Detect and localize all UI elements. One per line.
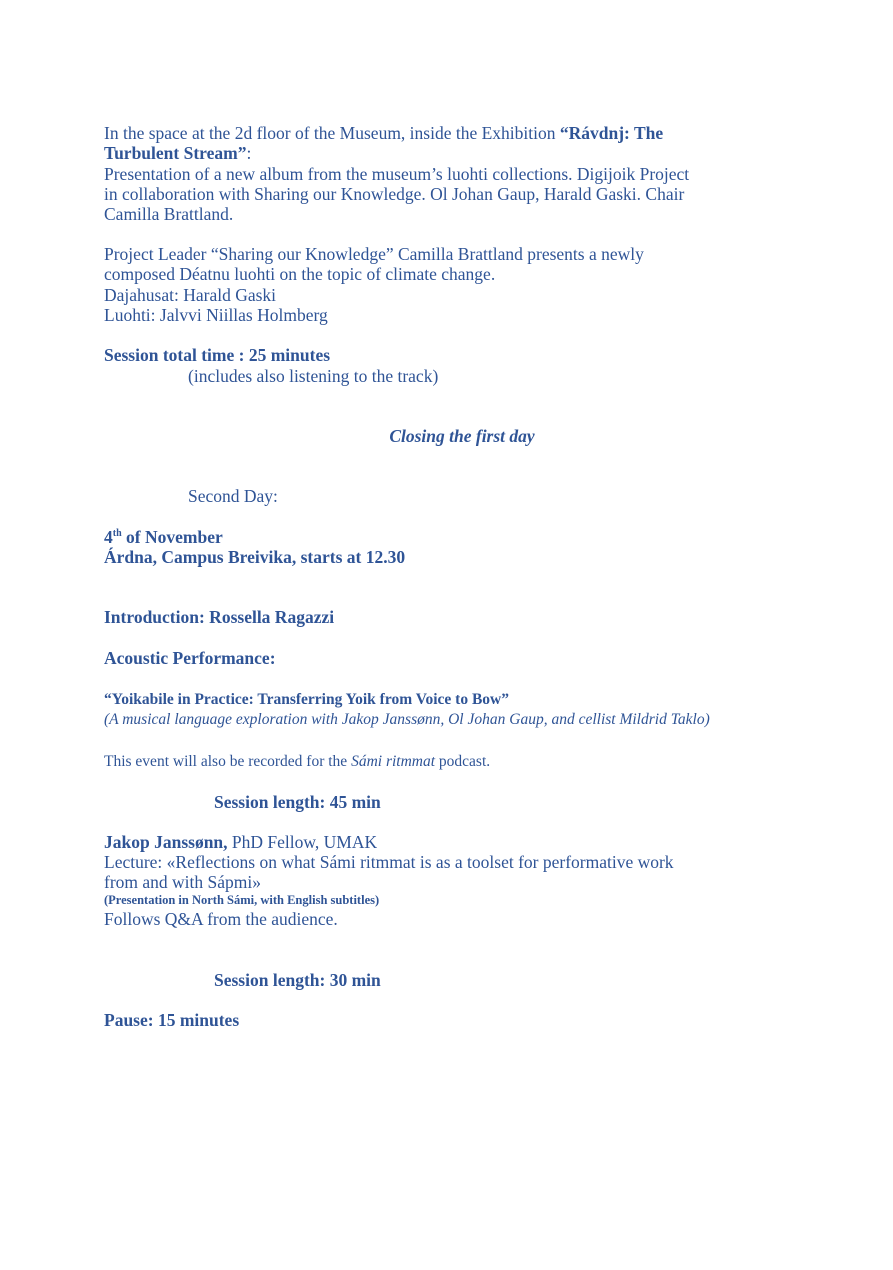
project-leader-line-1: Project Leader “Sharing our Knowledge” Camilla Brattland presents a newly [104,244,644,264]
pause-line: Pause: 15 minutes [104,1010,240,1030]
session-total-note: (includes also listening to the track) [188,366,439,386]
lecture-language-note: (Presentation in North Sámi, with English subtitles) [104,893,380,907]
lecture-title-line-1: Lecture: «Reflections on what Sámi ritmmat is as a toolset for performative work [104,852,674,872]
date-month: of November [121,527,223,547]
exhibition-title-part2: Turbulent Stream” [104,143,247,163]
date-line [104,527,223,547]
second-day-heading: Second Day: [188,486,278,506]
project-leader-line-2: composed Déatnu luohti on the topic of climate change. [104,264,496,284]
album-presentation-line-1: Presentation of a new album from the museum’s luohti collections. Digijoik Project [104,164,690,184]
date-day: 4 [104,527,113,547]
introduction-line: Introduction: Rossella Ragazzi [104,607,335,627]
session-total-time: Session total time : 25 minutes [104,345,331,365]
qa-line: Follows Q&A from the audience. [104,909,338,929]
performance-subtitle: (A musical language exploration with Jakop Janssønn, Ol Johan Gaup, and cellist Mildrid Taklo) [104,711,710,728]
session-length-45: Session length: 45 min [214,792,381,812]
lecturer-role: PhD Fellow, UMAK [227,832,378,852]
lecturer-name: Jakop Janssønn, [104,832,228,852]
exhibition-line-1 [104,123,663,143]
closing-first-day-heading: Closing the first day [389,426,535,446]
venue-line: Árdna, Campus Breivika, starts at 12.30 [104,547,406,567]
dajahusat-line: Dajahusat: Harald Gaski [104,285,277,305]
podcast-note-end: podcast. [435,753,491,770]
exhibition-title-part1: “Rávdnj: The [559,123,664,143]
performance-title: “Yoikabile in Practice: Transferring Yoik from Voice to Bow” [104,691,509,708]
session-length-30: Session length: 30 min [214,970,381,990]
date-suffix: th [112,528,122,539]
podcast-name: Sámi ritmmat [351,753,436,770]
album-presentation-line-2: in collaboration with Sharing our Knowledge. Ol Johan Gaup, Harald Gaski. Chair [104,184,685,204]
lecturer-line [104,832,377,852]
lecture-title-line-2: from and with Sápmi» [104,872,261,892]
exhibition-colon: : [246,143,252,163]
podcast-note-text: This event will also be recorded for the [104,753,352,770]
exhibition-line-2 [104,143,251,163]
acoustic-performance-heading: Acoustic Performance: [104,648,276,668]
album-presentation-line-3: Camilla Brattland. [104,204,234,224]
podcast-note [104,752,490,772]
exhibition-text: In the space at the 2d floor of the Museum, inside the Exhibition [104,123,560,143]
luohti-line: Luohti: Jalvvi Niillas Holmberg [104,305,328,325]
